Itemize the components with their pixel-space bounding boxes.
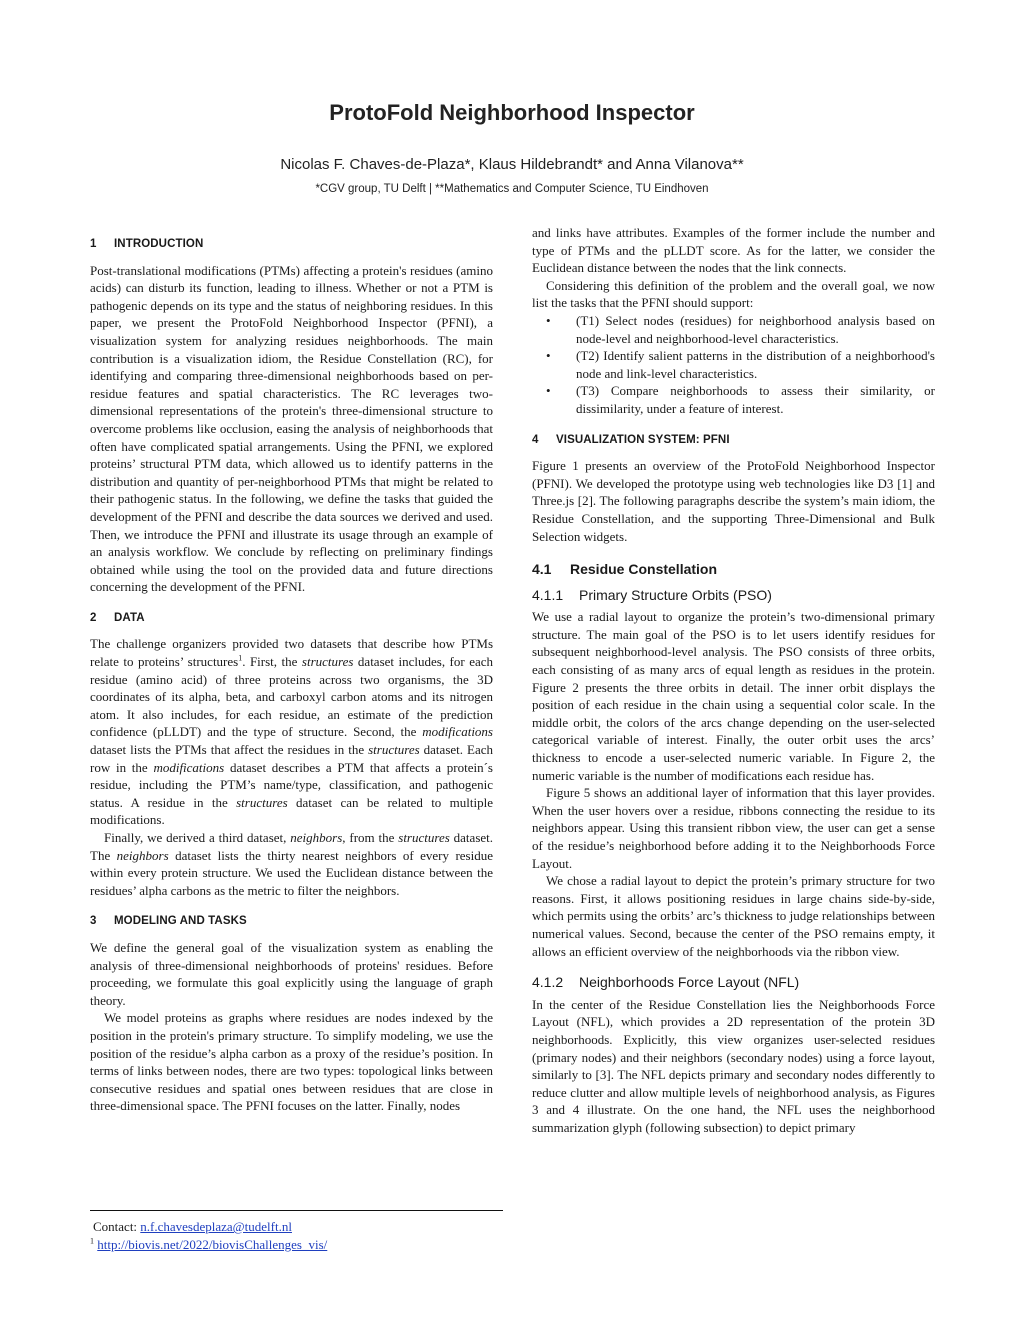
- text-run: dataset can be related to multiple modifications.: [90, 794, 493, 828]
- modeling-paragraph-4: Considering this definition of the problem and the overall goal, we now list the tasks that the PFNI should support:: [532, 277, 935, 311]
- section-title-suffix: PFNI: [703, 433, 730, 446]
- emphasis: modifications: [422, 724, 493, 740]
- section-heading-visualization-system: [532, 432, 935, 450]
- text-run: dataset. The: [90, 830, 494, 863]
- emphasis: structures: [368, 742, 420, 758]
- contact-label: Contact:: [93, 1219, 141, 1234]
- subsubsection-number: 4.1.1: [532, 586, 564, 603]
- modeling-paragraph-1: We define the general goal of the visualization system as enabling the analysis of three-dimensional neighborhoods of proteins' residues. Before proceeding, we formulate this goal explicitly using the language of graph theory.: [90, 939, 493, 1008]
- section-heading-modeling: [90, 913, 493, 931]
- data-paragraph-2: [90, 829, 493, 899]
- section-number: 2: [90, 611, 97, 624]
- list-item: • (T1) Select nodes (residues) for neighborhood analysis based on node-level and neighborhood-level characteristics.: [532, 312, 935, 347]
- contact-footnote: [90, 1218, 327, 1236]
- subsection-heading-residue-constellation: [532, 561, 935, 579]
- emphasis: structures: [301, 654, 354, 670]
- list-item: • (T3) Compare neighborhoods to assess their similarity, or dissimilarity, under a feature of interest.: [532, 382, 935, 417]
- footnote-divider: [90, 1210, 503, 1211]
- text-run: dataset describes a PTM that affects a protein´s residue, including the PTM’s name/type, classification, and pathogenic status. A residue in the: [90, 759, 493, 810]
- modeling-paragraph-2: We model proteins as graphs where residues are nodes indexed by the position in the protein's primary structure. To simplify modeling, we use the position of the residue’s alpha carbon as a proxy of the residue’s position. In terms of links between nodes, there are two types: topological links between consecutive residues and spatial ones between residues that are close in three-dimensional space. The PFNI focuses on the latter. Finally, nodes: [90, 1010, 493, 1114]
- paper-title: ProtoFold Neighborhood Inspector: [329, 100, 695, 125]
- pso-paragraph-2: Figure 5 shows an additional layer of information that this layer provides. When the user hovers over a residue, ribbons connecting the residue to its neighbors appear. Using this transient ribbon view, the user can get a sense of the residue’s neighborhood before adding it to the Neighborhoods Force Layout.: [532, 785, 935, 871]
- text-run: Finally, we derived a third dataset,: [104, 830, 291, 845]
- section-title: VISUALIZATION SYSTEM:: [556, 433, 704, 446]
- text-run: dataset includes, for each residue (amino acid) of three proteins across two organisms, the 3D coordinates of its alpha, beta, and carboxyl carbon atoms and its nitrogen atom. It also includes, for each residue, an estimate of the prediction confidence (pLLDT) and the type of structure. Second, the: [90, 654, 494, 740]
- emphasis: structures: [236, 794, 288, 810]
- footnotes: [90, 1218, 327, 1254]
- section-title: MODELING AND TASKS: [114, 915, 247, 928]
- subsubsection-title: Neighborhoods Force Layout (NFL): [579, 974, 800, 991]
- pso-paragraph-1: We use a radial layout to organize the protein’s two-dimensional primary structure. The main goal of the PSO is to let users identify residues for subsequent neighborhood-level analysis. The PSO consists of three orbits, each consisting of as many arcs of equal length as residues in the protein. Figure 2 presents the three orbits in detail. The inner orbit displays the position of each residue in the chain using a sequential color scale. In the middle orbit, the colors of the arcs change depending on the user-selected categorical variable of interest. Finally, the outer orbit uses the arcs’ thickness to encode a user-selected numeric variable. In Figure 2, the numeric variable is the number of modifications each residue has.: [532, 609, 935, 783]
- left-column: [90, 236, 493, 1115]
- footnote-1: [90, 1236, 327, 1254]
- section-heading-introduction: [90, 236, 493, 254]
- vis-system-paragraph: Figure 1 presents an overview of the ProtoFold Neighborhood Inspector (PFNI). We developed the prototype using web technologies like D3 [1] and Three.js [2]. The following paragraphs describe the system’s main idiom, the Residue Constellation, and the supporting Three-Dimensional and Bulk Selection widgets.: [532, 458, 935, 544]
- footnote-number: 1: [90, 1236, 94, 1246]
- author-list: Nicolas F. Chaves-de-Plaza*, Klaus Hildebrandt* and Anna Vilanova**: [280, 156, 744, 173]
- contact-email-link[interactable]: n.f.chavesdeplaza@tudelft.nl: [140, 1219, 292, 1234]
- pso-paragraph-3: We chose a radial layout to depict the protein’s primary structure for two reasons. First, it allows positioning residues in large chains side-by-side, which permits using the orbits’ arc’s thickness to judge relationships between numerical values. Second, because the center of the PSO remains empty, it allows an efficient overview of the neighborhoods via the ribbon view.: [532, 873, 935, 959]
- affiliation-line: *CGV group, TU Delft | **Mathematics and Computer Science, TU Eindhoven: [315, 183, 709, 195]
- text-run: dataset. Each row in the: [90, 742, 493, 775]
- section-number: 1: [90, 238, 97, 250]
- text-run: . First, the: [242, 654, 302, 670]
- section-heading-data: [90, 610, 493, 628]
- intro-paragraph: Post-translational modifications (PTMs) affecting a protein's residues (amino acids) can disturb its function, leading to illness. Whether or not a PTM is pathogenic depends on its type and the status of neighboring residues. In this paper, we present the ProtoFold Neighborhood Inspector (PFNI), a visualization system for analyzing residues neighborhoods. The main contribution is a visualization idiom, the Residue Constellation (RC), for identifying and comparing three-dimensional neighborhoods based on per-residue features and spatial characteristics. The RC leverages two-dimensional representations of the protein's three-dimensional structure to overcome problems like occlusion, easing the analysis of neighborhoods that often have complicated spatial arrangements. Using the PFNI, we explored proteins’ structural PTM data, which allowed us to identify patterns in the distribution and quantity of per-neighborhood PTMs that might be related to their pathogenic status. In the following, we define the tasks that guided the development of the PFNI and describe the data sources we derived and used. Then, we introduce the PFNI and illustrate its usage through an example of an analysis workflow. We conclude by reflecting on preliminary findings obtained while using the tool on the provided data and future directions concerning the development of the PFNI.: [90, 262, 493, 595]
- list-item: • (T2) Identify salient patterns in the distribution of a neighborhood's node and link-level characteristics.: [532, 347, 935, 382]
- footnote-marker: 1: [238, 653, 243, 663]
- subsection-title: Residue Constellation: [570, 561, 718, 578]
- subsubsection-heading-pso: [532, 587, 935, 605]
- subsubsection-title: Primary Structure Orbits (PSO): [579, 586, 772, 603]
- subsection-number: 4.1: [532, 561, 552, 578]
- text-run: dataset lists the PTMs that affect the residues in the: [90, 742, 369, 758]
- nfl-paragraph-1: In the center of the Residue Constellation lies the Neighborhoods Force Layout (NFL), which provides a 2D representation of the protein 3D neighborhoods. Explicitly, this view organizes user-selected residues (primary nodes) and their neighbors (secondary nodes) using a force layout, similarly to [3]. The NFL depicts primary and secondary nodes differently to reduce clutter and allow multiple levels of neighborhood analysis, as Figures 3 and 4 illustrate. On the one hand, the NFL uses the neighborhood summarization glyph (following subsection) to depict primary: [532, 996, 935, 1135]
- section-title: DATA: [114, 611, 145, 624]
- section-number: 3: [90, 915, 97, 928]
- section-number: 4: [532, 433, 539, 446]
- section-title: INTRODUCTION: [114, 238, 204, 250]
- text-run: , from the: [342, 830, 399, 845]
- emphasis: modifications: [153, 759, 225, 775]
- challenge-url-link[interactable]: http://biovis.net/2022/biovisChallenges_vis/: [97, 1237, 328, 1252]
- task-list: [532, 312, 935, 418]
- emphasis: structures: [398, 830, 450, 845]
- modeling-paragraph-3: and links have attributes. Examples of the former include the number and type of PTMs and the pLLDT score. As for the latter, we consider the Euclidean distance between the nodes that the link connects.: [532, 225, 935, 276]
- text-run: The challenge organizers provided two datasets that describe how PTMs relate to proteins’ structures: [90, 636, 493, 670]
- emphasis: neighbors: [290, 830, 343, 845]
- right-column: [532, 224, 935, 1137]
- subsubsection-number: 4.1.2: [532, 974, 564, 991]
- emphasis: neighbors: [116, 847, 169, 863]
- data-paragraph-1: [90, 635, 493, 829]
- text-run: dataset lists the thirty nearest neighbors of every residue within every protein structure. We used the Euclidean distance between the residues’ alpha carbons as the metric to filter the neighbors.: [90, 847, 493, 898]
- subsubsection-heading-nfl: [532, 974, 935, 992]
